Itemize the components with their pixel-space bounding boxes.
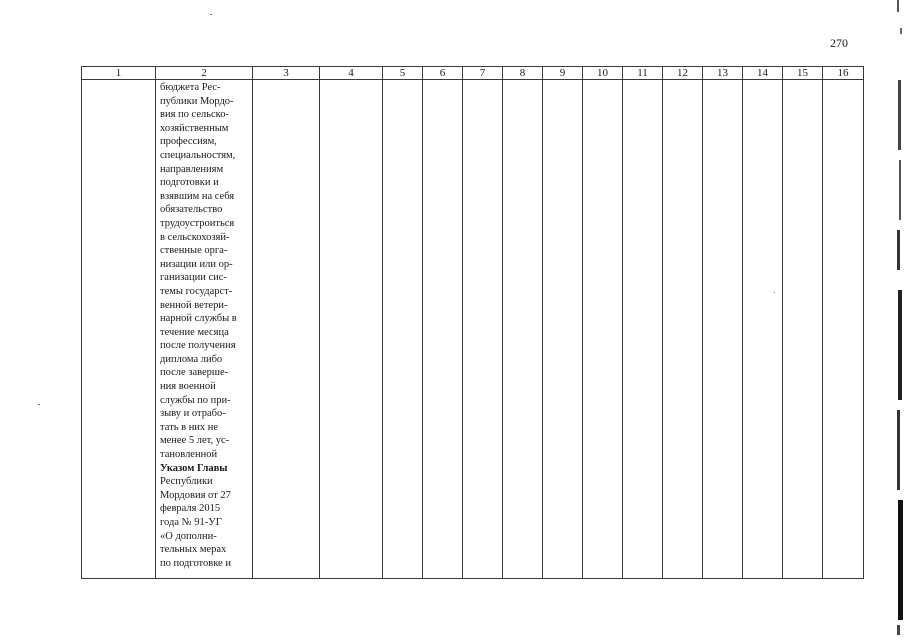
text-line: бюджета Рес- — [160, 82, 221, 93]
column-header-8: 8 — [503, 67, 543, 80]
text-line: направлениям — [160, 163, 224, 175]
column-header-13: 13 — [703, 67, 743, 80]
data-table — [81, 66, 864, 579]
text-line: взявшим на себя — [160, 190, 235, 202]
text-line: «О дополни- — [160, 530, 217, 542]
text-line: Мордовия от 27 — [160, 489, 231, 501]
column-header-9: 9 — [543, 67, 583, 80]
text-line: ния военной — [160, 381, 216, 393]
text-line: низации или ор- — [160, 258, 233, 270]
text-line: февраля 2015 — [160, 503, 221, 515]
table-cell-col-8 — [503, 80, 543, 579]
scan-edge-artifact — [896, 0, 905, 640]
text-line: подготовки и — [160, 177, 219, 189]
scan-speck — [774, 292, 775, 293]
table-cell-col-15 — [783, 80, 823, 579]
table-cell-col-6 — [423, 80, 463, 579]
table-cell-col-9 — [543, 80, 583, 579]
scan-speck — [38, 404, 40, 405]
table-cell-col-10 — [583, 80, 623, 579]
column-header-15: 15 — [783, 67, 823, 80]
text-line: обязательство — [160, 204, 223, 216]
table-cell-col-2 — [156, 80, 253, 579]
text-line: вия по сельско- — [160, 109, 229, 121]
text-line: года № 91-УГ — [160, 517, 222, 528]
text-line: после получения — [160, 340, 236, 352]
table-cell-col-14 — [743, 80, 783, 579]
text-line: публики Мордо- — [160, 95, 234, 107]
text-line: по подготовке и — [160, 557, 231, 569]
page-number: 270 — [830, 36, 848, 50]
text-line: трудоустроиться — [160, 217, 235, 229]
header-row — [82, 67, 864, 80]
column-header-5: 5 — [383, 67, 423, 80]
text-line: ственные орга- — [160, 245, 228, 257]
column-header-14: 14 — [743, 67, 783, 80]
column-header-7: 7 — [463, 67, 503, 80]
text-line: тать в них не — [160, 421, 219, 433]
text-line: профессиям, — [160, 136, 217, 148]
text-line: после заверше- — [160, 367, 229, 379]
text-line: нарной службы в — [160, 313, 237, 325]
table-cell-col-11 — [623, 80, 663, 579]
scan-speck — [210, 14, 212, 15]
text-line: диплома либо — [160, 353, 223, 365]
column-header-6: 6 — [423, 67, 463, 80]
column-header-4: 4 — [320, 67, 383, 80]
text-line: ганизации сис- — [160, 272, 227, 284]
column-header-3: 3 — [253, 67, 320, 80]
column-header-11: 11 — [623, 67, 663, 80]
table-cell-col-4 — [320, 80, 383, 579]
text-line: Республики — [160, 476, 213, 488]
column-header-16: 16 — [823, 67, 864, 80]
table-cell-col-7 — [463, 80, 503, 579]
column-header-12: 12 — [663, 67, 703, 80]
text-line-bold: Указом Главы — [160, 462, 228, 474]
table-cell-col-13 — [703, 80, 743, 579]
column-header-2: 2 — [156, 67, 253, 80]
table-cell-col-16 — [823, 80, 864, 579]
text-line: специальностям, — [160, 149, 236, 161]
table-cell-col-12 — [663, 80, 703, 579]
text-line: зыву и отрабо- — [160, 408, 226, 420]
text-line: тановленной — [160, 449, 218, 461]
table-row — [82, 80, 864, 579]
table-cell-col-3 — [253, 80, 320, 579]
column-header-10: 10 — [583, 67, 623, 80]
text-line: течение месяца — [160, 326, 229, 338]
table-cell-col-1 — [82, 80, 156, 579]
text-line: хозяйственным — [160, 122, 229, 134]
text-line: менее 5 лет, ус- — [160, 435, 230, 447]
text-line: венной ветери- — [160, 299, 228, 311]
column-header-1: 1 — [82, 67, 156, 80]
text-line: в сельскохозяй- — [160, 231, 230, 243]
text-line: службы по при- — [160, 394, 231, 406]
text-line: тельных мерах — [160, 544, 227, 556]
text-line: темы государст- — [160, 285, 233, 297]
table-cell-col-5 — [383, 80, 423, 579]
